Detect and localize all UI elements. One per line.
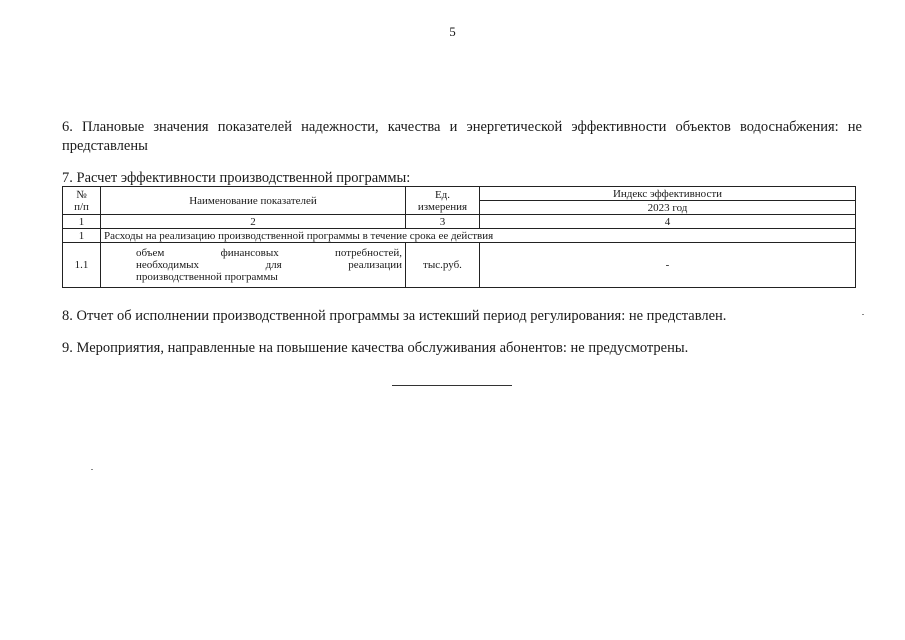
- scan-speck: [91, 469, 93, 470]
- col-number-3: 3: [406, 215, 480, 229]
- header-num-line2: п/п: [74, 200, 89, 213]
- row-1-1-unit: тыс.руб.: [406, 243, 480, 288]
- header-index-cell: Индекс эффективности: [480, 187, 856, 201]
- closing-rule: [392, 385, 512, 386]
- row-1-1-name-line3: производственной программы: [136, 271, 278, 283]
- col-number-4: 4: [480, 215, 856, 229]
- row-1-text: Расходы на реализацию производственной программы в течение срока ее действия: [101, 229, 856, 243]
- header-num-line1: №: [76, 188, 87, 201]
- scan-speck: [862, 314, 864, 315]
- row-1-1-name-line2: необходимых для реализации: [136, 259, 402, 271]
- header-unit-line2: измерения: [417, 200, 468, 213]
- row-1-num: 1: [63, 229, 101, 243]
- header-unit-cell: [406, 187, 480, 215]
- row-1-1-name-line1: объем финансовых потребностей,: [136, 247, 402, 259]
- table-row: [63, 243, 856, 288]
- table-row: [63, 229, 856, 243]
- section-6-text: 6. Плановые значения показателей надежности, качества и энергетической эффективности объектов водоснабжения: не представлены: [62, 119, 862, 154]
- header-num-cell: [63, 187, 101, 215]
- section-9-text: 9. Мероприятия, направленные на повышение качества обслуживания абонентов: не предусмотрены.: [62, 340, 689, 356]
- row-1-1-name: [101, 243, 406, 288]
- col-number-2: 2: [101, 215, 406, 229]
- header-unit-line1: Ед.: [434, 188, 451, 201]
- header-name-cell: Наименование показателей: [101, 187, 406, 215]
- col-number-1: 1: [63, 215, 101, 229]
- page-number: 5: [449, 24, 456, 39]
- row-1-1-value: -: [480, 243, 856, 288]
- section-7-title: 7. Расчет эффективности производственной программы:: [62, 170, 411, 186]
- row-1-1-num: 1.1: [63, 243, 101, 288]
- efficiency-table: [62, 186, 856, 288]
- section-8-text: 8. Отчет об исполнении производственной программы за истекший период регулирования: не представлен.: [62, 308, 727, 324]
- header-year-cell: 2023 год: [480, 201, 856, 215]
